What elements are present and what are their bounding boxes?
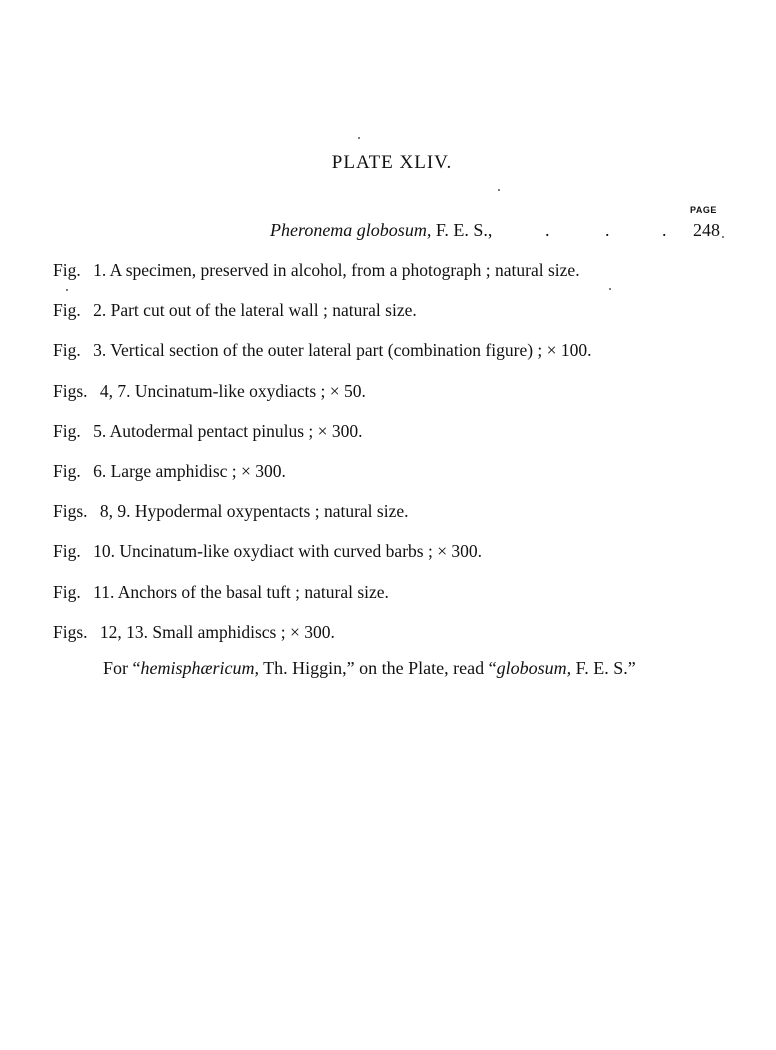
figure-entry	[53, 379, 753, 419]
figure-number: 11.	[93, 581, 115, 602]
note-middle: Th. Higgin,” on the Plate, read “	[259, 658, 497, 678]
figure-description: Anchors of the basal tuft ; natural size.	[117, 581, 389, 602]
print-speck	[358, 137, 360, 139]
figure-entry	[53, 459, 753, 499]
figure-entry	[53, 539, 753, 579]
figure-number: 5.	[93, 420, 107, 441]
figure-number: 2.	[93, 300, 107, 321]
figure-number: 4, 7.	[99, 380, 131, 401]
plate-title: PLATE XLIV.	[331, 152, 453, 173]
figure-label: Fig.	[53, 260, 81, 280]
figure-list	[53, 258, 753, 660]
figure-description: Uncinatum-like oxydiacts ; × 50.	[134, 380, 366, 401]
erratum-note	[103, 658, 636, 679]
figure-number: 1.	[93, 260, 107, 280]
leader-dot: .	[545, 220, 550, 240]
figure-description: Vertical section of the outer lateral part (combination figure) ; × 100.	[110, 340, 592, 361]
figure-number: 6.	[93, 460, 107, 481]
figure-number: 10.	[93, 541, 115, 562]
print-speck	[498, 189, 500, 191]
species-page-number: 248	[693, 220, 720, 240]
figure-number: 3.	[93, 340, 107, 361]
figure-description: Large amphidisc ; × 300.	[110, 460, 286, 481]
figure-label: Figs.	[53, 380, 88, 401]
species-binomial: Pheronema globosum,	[270, 220, 432, 240]
figure-description: Hypodermal oxypentacts ; natural size.	[134, 501, 409, 522]
figure-entry	[53, 580, 753, 620]
note-correct-name: globosum,	[496, 658, 572, 678]
note-incorrect-name: hemisphæricum,	[140, 658, 259, 678]
figure-entry	[53, 258, 753, 298]
figure-label: Figs.	[53, 621, 88, 642]
figure-entry	[53, 620, 753, 660]
note-suffix: F. E. S.”	[571, 658, 636, 678]
figure-label: Fig.	[53, 300, 81, 321]
figure-description: Autodermal pentact pinulus ; × 300.	[109, 420, 363, 441]
figure-label: Fig.	[53, 581, 81, 602]
page-column-label: PAGE	[690, 205, 717, 215]
figure-entry	[53, 419, 753, 459]
figure-label: Fig.	[53, 340, 81, 361]
note-prefix: For “	[103, 658, 141, 678]
leader-dot: .	[605, 220, 610, 240]
figure-label: Fig.	[53, 541, 81, 562]
figure-description: Uncinatum-like oxydiact with curved barbs ; × 300.	[119, 541, 483, 562]
species-name	[270, 220, 492, 241]
figure-entry	[53, 298, 753, 338]
print-speck	[66, 289, 68, 291]
figure-description: Part cut out of the lateral wall ; natural size.	[110, 300, 417, 321]
leader-dot: .	[662, 220, 667, 240]
figure-label: Fig.	[53, 460, 81, 481]
species-authority: F. E. S.,	[431, 220, 493, 240]
figure-description: Small amphidiscs ; × 300.	[152, 621, 335, 642]
figure-number: 12, 13.	[99, 621, 149, 642]
figure-number: 8, 9.	[99, 501, 131, 522]
figure-entry	[53, 338, 753, 378]
print-speck	[609, 288, 611, 290]
figure-description: A specimen, preserved in alcohol, from a photograph ; natural size.	[109, 260, 580, 280]
print-speck	[722, 236, 724, 238]
figure-label: Figs.	[53, 501, 88, 522]
figure-entry	[53, 499, 753, 539]
figure-label: Fig.	[53, 420, 81, 441]
